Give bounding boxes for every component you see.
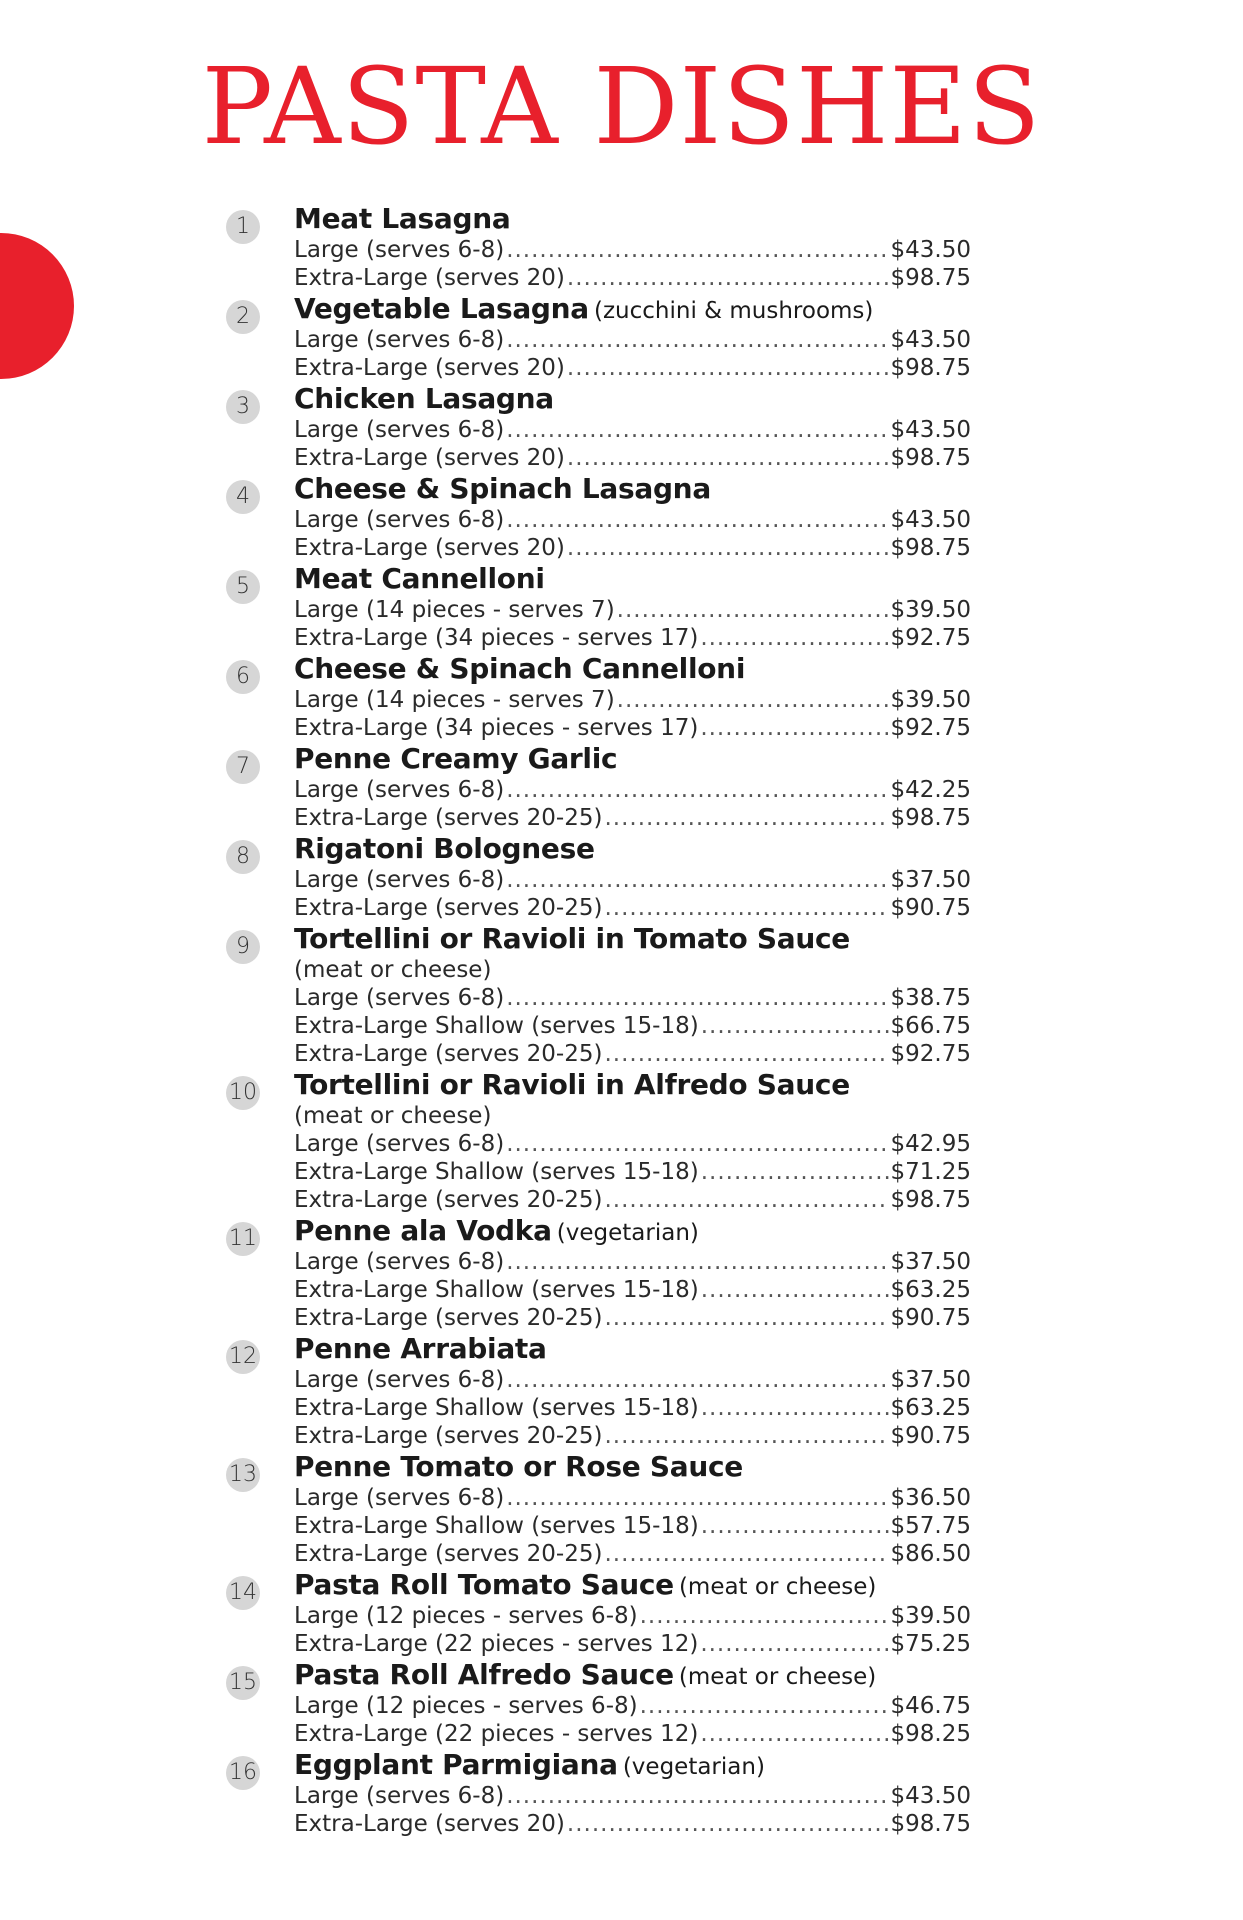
price-size-label: Large (serves 6-8) <box>294 867 505 893</box>
price-row <box>294 1720 971 1748</box>
dot-leader <box>700 1720 888 1748</box>
price-size-label: Extra-Large (serves 20-25) <box>294 1041 603 1067</box>
dot-leader <box>640 1602 889 1630</box>
price-list <box>294 984 971 1068</box>
price-amount: $63.25 <box>890 1277 971 1303</box>
item-number-badge: 1 <box>226 210 260 244</box>
price-row <box>294 1484 971 1512</box>
price-amount: $90.75 <box>890 1305 971 1331</box>
dot-leader <box>701 1158 889 1186</box>
dot-leader <box>506 776 888 804</box>
price-size-label: Large (12 pieces - serves 6-8) <box>294 1603 638 1629</box>
dot-leader <box>506 984 888 1012</box>
item-number-badge: 2 <box>226 300 260 334</box>
price-row <box>294 236 971 264</box>
item-header <box>294 1068 971 1102</box>
price-row <box>294 1186 971 1214</box>
item-name: Rigatoni Bolognese <box>294 832 595 865</box>
dot-leader <box>506 1782 888 1810</box>
price-row <box>294 1248 971 1276</box>
price-size-label: Large (serves 6-8) <box>294 985 505 1011</box>
price-size-label: Extra-Large (34 pieces - serves 17) <box>294 625 699 651</box>
price-list <box>294 1484 971 1568</box>
price-size-label: Extra-Large (22 pieces - serves 12) <box>294 1721 699 1747</box>
price-amount: $43.50 <box>890 327 971 353</box>
price-size-label: Extra-Large (serves 20) <box>294 535 565 561</box>
item-name: Penne ala Vodka <box>294 1214 552 1247</box>
dot-leader <box>567 264 889 292</box>
price-amount: $42.95 <box>890 1131 971 1157</box>
price-list <box>294 776 971 832</box>
price-row <box>294 984 971 1012</box>
menu-item <box>226 292 971 382</box>
price-size-label: Large (serves 6-8) <box>294 1485 505 1511</box>
dot-leader <box>701 1276 889 1304</box>
dot-leader <box>506 416 888 444</box>
item-number-badge: 12 <box>226 1340 260 1374</box>
item-name: Tortellini or Ravioli in Tomato Sauce <box>294 922 850 955</box>
item-number-badge: 8 <box>226 840 260 874</box>
price-amount: $90.75 <box>890 1423 971 1449</box>
item-header <box>294 562 971 596</box>
price-list <box>294 1130 971 1214</box>
price-list <box>294 866 971 922</box>
price-amount: $98.25 <box>890 1721 971 1747</box>
price-amount: $46.75 <box>890 1693 971 1719</box>
price-amount: $90.75 <box>890 895 971 921</box>
dot-leader <box>567 1810 889 1838</box>
price-size-label: Large (14 pieces - serves 7) <box>294 687 615 713</box>
price-size-label: Extra-Large (serves 20-25) <box>294 805 603 831</box>
price-amount: $39.50 <box>890 597 971 623</box>
menu-item <box>226 202 971 292</box>
price-amount: $98.75 <box>890 1811 971 1837</box>
price-amount: $37.50 <box>890 1367 971 1393</box>
price-list <box>294 506 971 562</box>
item-header <box>294 1748 971 1782</box>
price-row <box>294 624 971 652</box>
price-list <box>294 326 971 382</box>
item-note: (zucchini & mushrooms) <box>593 298 874 324</box>
menu-item <box>226 1658 971 1748</box>
dot-leader <box>700 714 888 742</box>
dot-leader <box>700 1630 888 1658</box>
dot-leader <box>617 596 889 624</box>
price-row <box>294 1782 971 1810</box>
price-amount: $37.50 <box>890 1249 971 1275</box>
item-number-badge: 5 <box>226 570 260 604</box>
item-number-badge: 3 <box>226 390 260 424</box>
price-list <box>294 596 971 652</box>
item-header <box>294 1568 971 1602</box>
menu-item <box>226 1332 971 1450</box>
price-size-label: Extra-Large (serves 20-25) <box>294 895 603 921</box>
item-name: Cheese & Spinach Cannelloni <box>294 652 746 685</box>
item-number-badge: 9 <box>226 930 260 964</box>
price-size-label: Large (serves 6-8) <box>294 417 505 443</box>
price-row <box>294 1602 971 1630</box>
item-name: Tortellini or Ravioli in Alfredo Sauce <box>294 1068 850 1101</box>
menu-item <box>226 1568 971 1658</box>
price-list <box>294 236 971 292</box>
item-number-badge: 10 <box>226 1076 260 1110</box>
price-amount: $43.50 <box>890 1783 971 1809</box>
item-header <box>294 1658 971 1692</box>
item-header <box>294 832 971 866</box>
menu-item <box>226 922 971 1068</box>
price-amount: $98.75 <box>890 1187 971 1213</box>
price-amount: $98.75 <box>890 265 971 291</box>
dot-leader <box>701 1012 889 1040</box>
price-row <box>294 264 971 292</box>
price-amount: $71.25 <box>890 1159 971 1185</box>
item-name: Cheese & Spinach Lasagna <box>294 472 711 505</box>
price-size-label: Extra-Large Shallow (serves 15-18) <box>294 1395 699 1421</box>
dot-leader <box>617 686 889 714</box>
price-row <box>294 776 971 804</box>
dot-leader <box>506 236 888 264</box>
price-list <box>294 1602 971 1658</box>
price-amount: $92.75 <box>890 1041 971 1067</box>
price-size-label: Large (12 pieces - serves 6-8) <box>294 1693 638 1719</box>
item-number-badge: 16 <box>226 1756 260 1790</box>
dot-leader <box>506 1366 888 1394</box>
price-row <box>294 1630 971 1658</box>
dot-leader <box>567 354 889 382</box>
price-row <box>294 1810 971 1838</box>
price-list <box>294 1692 971 1748</box>
item-note: (vegetarian) <box>622 1754 765 1780</box>
price-row <box>294 596 971 624</box>
price-size-label: Extra-Large Shallow (serves 15-18) <box>294 1013 699 1039</box>
price-list <box>294 1782 971 1838</box>
price-amount: $43.50 <box>890 417 971 443</box>
item-name: Penne Tomato or Rose Sauce <box>294 1450 743 1483</box>
item-header <box>294 382 971 416</box>
price-row <box>294 1130 971 1158</box>
item-name: Chicken Lasagna <box>294 382 554 415</box>
item-name: Vegetable Lasagna <box>294 292 589 325</box>
price-amount: $86.50 <box>890 1541 971 1567</box>
item-number-badge: 13 <box>226 1458 260 1492</box>
price-row <box>294 1276 971 1304</box>
item-note: (meat or cheese) <box>678 1664 877 1690</box>
item-header <box>294 292 971 326</box>
price-list <box>294 686 971 742</box>
dot-leader <box>506 866 888 894</box>
menu-item <box>226 832 971 922</box>
dot-leader <box>506 1130 888 1158</box>
dot-leader <box>506 1484 888 1512</box>
item-name: Eggplant Parmigiana <box>294 1748 618 1781</box>
price-size-label: Large (serves 6-8) <box>294 327 505 353</box>
item-header <box>294 922 971 956</box>
price-row <box>294 1158 971 1186</box>
price-row <box>294 534 971 562</box>
price-amount: $63.25 <box>890 1395 971 1421</box>
item-number-badge: 7 <box>226 750 260 784</box>
price-row <box>294 894 971 922</box>
page-title: PASTA DISHES <box>201 45 1042 168</box>
dot-leader <box>701 1394 889 1422</box>
price-size-label: Large (serves 6-8) <box>294 1367 505 1393</box>
item-number-badge: 11 <box>226 1222 260 1256</box>
dot-leader <box>506 506 888 534</box>
item-subtitle: (meat or cheese) <box>294 957 492 983</box>
dot-leader <box>700 624 888 652</box>
price-size-label: Extra-Large (serves 20-25) <box>294 1187 603 1213</box>
dot-leader <box>506 1248 888 1276</box>
price-amount: $57.75 <box>890 1513 971 1539</box>
price-amount: $43.50 <box>890 507 971 533</box>
price-size-label: Extra-Large (serves 20) <box>294 1811 565 1837</box>
page-number-tab <box>0 233 74 379</box>
price-amount: $36.50 <box>890 1485 971 1511</box>
price-row <box>294 1512 971 1540</box>
price-amount: $98.75 <box>890 535 971 561</box>
dot-leader <box>604 1304 888 1332</box>
price-amount: $75.25 <box>890 1631 971 1657</box>
price-size-label: Extra-Large Shallow (serves 15-18) <box>294 1513 699 1539</box>
item-subtitle: (meat or cheese) <box>294 1103 492 1129</box>
price-size-label: Extra-Large (serves 20-25) <box>294 1423 603 1449</box>
price-amount: $38.75 <box>890 985 971 1011</box>
price-size-label: Extra-Large (serves 20) <box>294 445 565 471</box>
dot-leader <box>604 1540 888 1568</box>
price-row <box>294 804 971 832</box>
item-number-badge: 4 <box>226 480 260 514</box>
menu-item <box>226 742 971 832</box>
menu-item <box>226 1068 971 1214</box>
dot-leader <box>506 326 888 354</box>
price-size-label: Extra-Large (serves 20-25) <box>294 1305 603 1331</box>
item-header <box>294 1214 971 1248</box>
item-name: Penne Arrabiata <box>294 1332 547 1365</box>
price-row <box>294 1304 971 1332</box>
menu-item <box>226 382 971 472</box>
item-name: Meat Cannelloni <box>294 562 545 595</box>
item-number-badge: 14 <box>226 1576 260 1610</box>
item-header <box>294 1332 971 1366</box>
item-name: Meat Lasagna <box>294 202 511 235</box>
price-size-label: Extra-Large Shallow (serves 15-18) <box>294 1277 699 1303</box>
price-row <box>294 1540 971 1568</box>
price-amount: $39.50 <box>890 687 971 713</box>
menu-item <box>226 652 971 742</box>
menu-item <box>226 1748 971 1838</box>
price-size-label: Extra-Large (serves 20-25) <box>294 1541 603 1567</box>
price-amount: $92.75 <box>890 715 971 741</box>
price-size-label: Extra-Large Shallow (serves 15-18) <box>294 1159 699 1185</box>
dot-leader <box>701 1512 889 1540</box>
item-name: Pasta Roll Alfredo Sauce <box>294 1658 674 1691</box>
price-row <box>294 354 971 382</box>
price-row <box>294 1394 971 1422</box>
price-row <box>294 1692 971 1720</box>
price-row <box>294 1012 971 1040</box>
price-list <box>294 1248 971 1332</box>
price-size-label: Large (serves 6-8) <box>294 777 505 803</box>
dot-leader <box>604 1422 888 1450</box>
price-amount: $98.75 <box>890 445 971 471</box>
item-header <box>294 202 971 236</box>
item-header <box>294 652 971 686</box>
item-note: (vegetarian) <box>556 1220 699 1246</box>
price-amount: $39.50 <box>890 1603 971 1629</box>
price-row <box>294 416 971 444</box>
price-row <box>294 444 971 472</box>
menu-item <box>226 1214 971 1332</box>
price-row <box>294 866 971 894</box>
price-size-label: Large (serves 6-8) <box>294 237 505 263</box>
dot-leader <box>604 894 888 922</box>
price-list <box>294 1366 971 1450</box>
price-size-label: Large (serves 6-8) <box>294 1249 505 1275</box>
dot-leader <box>567 534 889 562</box>
price-amount: $98.75 <box>890 355 971 381</box>
dot-leader <box>567 444 889 472</box>
price-size-label: Large (14 pieces - serves 7) <box>294 597 615 623</box>
price-amount: $43.50 <box>890 237 971 263</box>
dot-leader <box>640 1692 889 1720</box>
menu-item <box>226 1450 971 1568</box>
price-row <box>294 714 971 742</box>
item-name: Pasta Roll Tomato Sauce <box>294 1568 674 1601</box>
menu-item <box>226 562 971 652</box>
price-row <box>294 1366 971 1394</box>
menu-list <box>226 202 971 1838</box>
price-row <box>294 1422 971 1450</box>
item-header <box>294 1450 971 1484</box>
price-amount: $66.75 <box>890 1013 971 1039</box>
price-row <box>294 506 971 534</box>
price-row <box>294 326 971 354</box>
item-header <box>294 472 971 506</box>
price-row <box>294 686 971 714</box>
item-header <box>294 742 971 776</box>
dot-leader <box>604 804 888 832</box>
price-size-label: Extra-Large (34 pieces - serves 17) <box>294 715 699 741</box>
item-note: (meat or cheese) <box>678 1574 877 1600</box>
price-size-label: Extra-Large (serves 20) <box>294 265 565 291</box>
price-amount: $92.75 <box>890 625 971 651</box>
dot-leader <box>604 1186 888 1214</box>
item-number-badge: 6 <box>226 660 260 694</box>
price-row <box>294 1040 971 1068</box>
price-amount: $37.50 <box>890 867 971 893</box>
price-list <box>294 416 971 472</box>
price-size-label: Extra-Large (serves 20) <box>294 355 565 381</box>
dot-leader <box>604 1040 888 1068</box>
price-amount: $42.25 <box>890 777 971 803</box>
price-amount: $98.75 <box>890 805 971 831</box>
price-size-label: Large (serves 6-8) <box>294 1131 505 1157</box>
price-size-label: Large (serves 6-8) <box>294 507 505 533</box>
item-number-badge: 15 <box>226 1666 260 1700</box>
item-name: Penne Creamy Garlic <box>294 742 618 775</box>
menu-item <box>226 472 971 562</box>
price-size-label: Extra-Large (22 pieces - serves 12) <box>294 1631 699 1657</box>
price-size-label: Large (serves 6-8) <box>294 1783 505 1809</box>
